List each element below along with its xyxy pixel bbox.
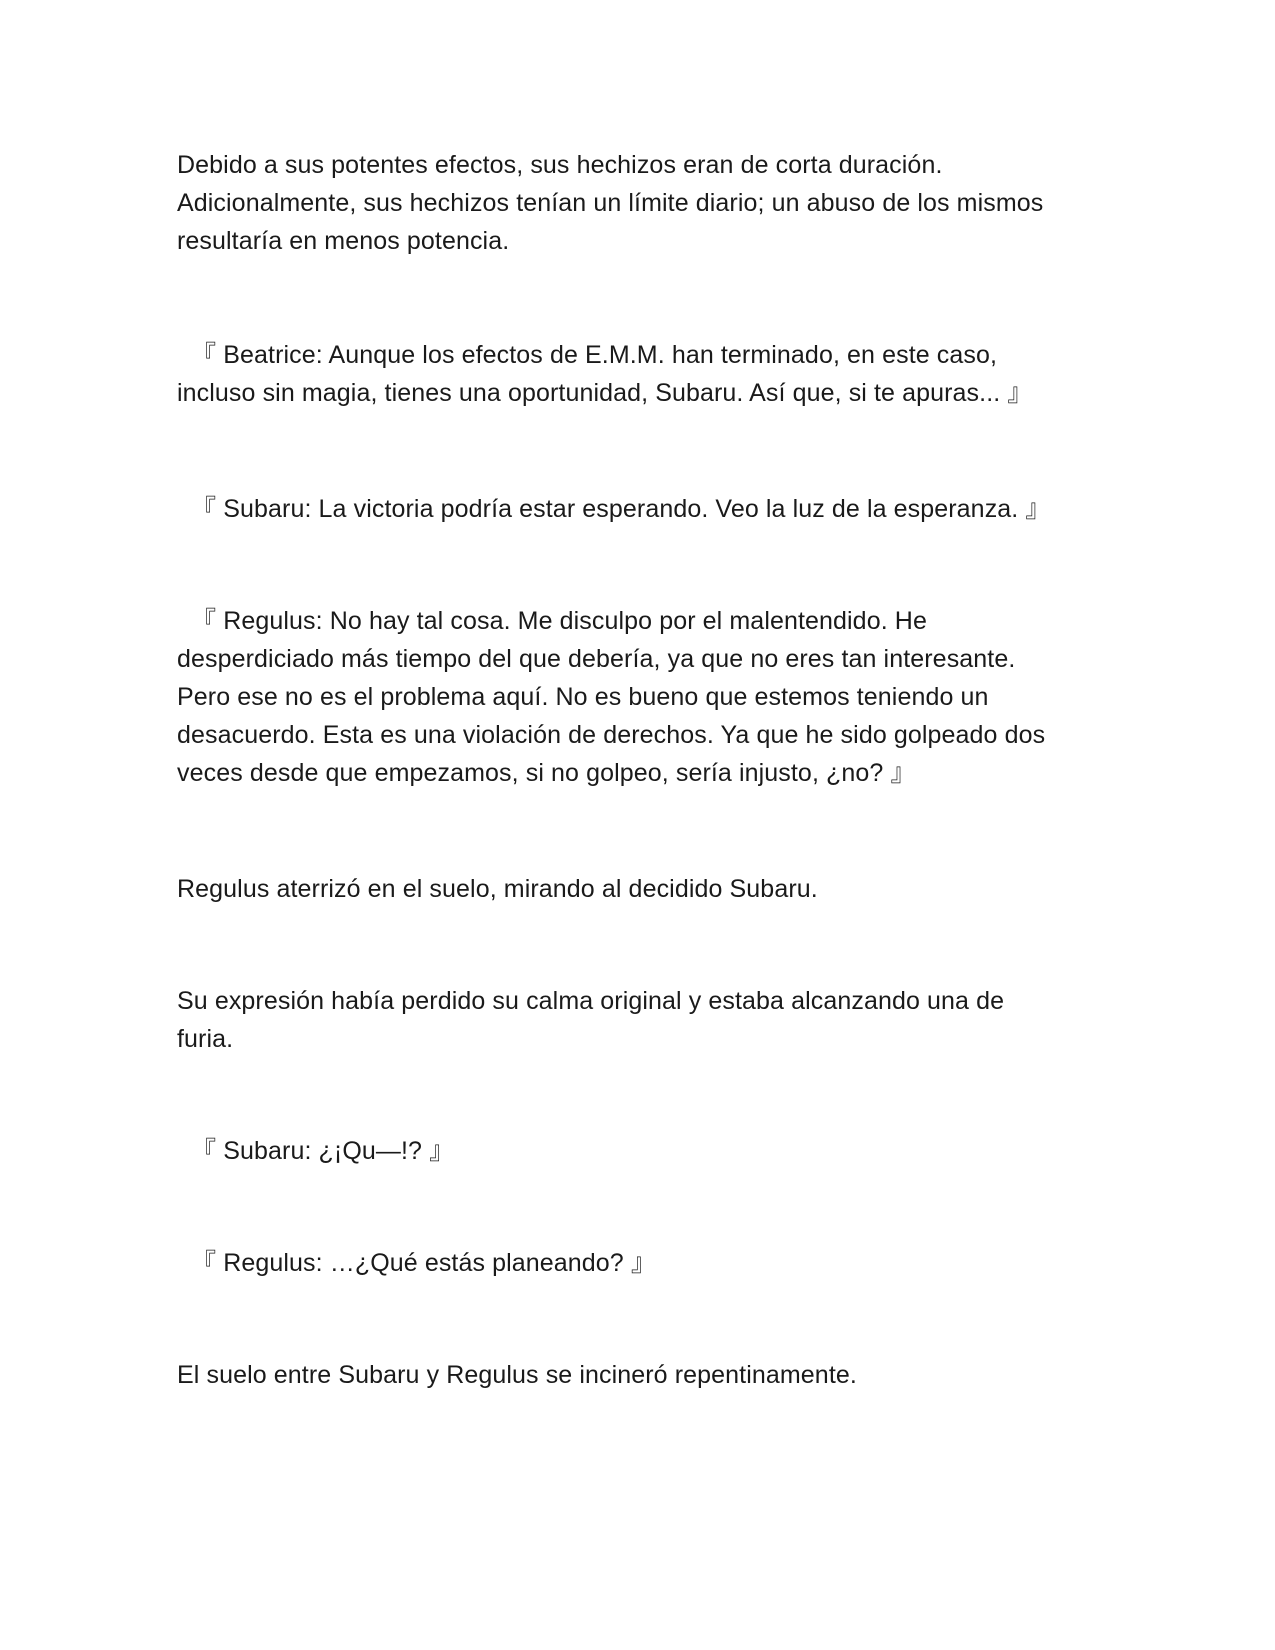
text-line: 『 Regulus: …¿Qué estás planeando? 』	[177, 1249, 656, 1277]
paragraph-dialogue-beatrice	[177, 336, 1107, 412]
text-line: 『 Subaru: ¿¡Qu—!? 』	[177, 1137, 455, 1165]
text-line: El suelo entre Subaru y Regulus se incineró repentinamente.	[177, 1361, 857, 1389]
paragraph-narration	[177, 982, 1107, 1058]
paragraph-narration	[177, 870, 1107, 908]
paragraph-dialogue-subaru	[177, 490, 1107, 528]
paragraph-dialogue-regulus	[177, 1244, 1107, 1282]
paragraph-narration	[177, 146, 1107, 260]
text-line: desperdiciado más tiempo del que debería, ya que no eres tan interesante.	[177, 645, 1016, 673]
text-line: desacuerdo. Esta es una violación de derechos. Ya que he sido golpeado dos	[177, 721, 1046, 749]
text-line: 『 Subaru: La victoria podría estar esperando. Veo la luz de la esperanza. 』	[177, 495, 1051, 523]
text-line: furia.	[177, 1025, 234, 1053]
text-line: Pero ese no es el problema aquí. No es bueno que estemos teniendo un	[177, 683, 989, 711]
text-line: 『 Beatrice: Aunque los efectos de E.M.M. han terminado, en este caso,	[177, 341, 998, 369]
text-line: veces desde que empezamos, si no golpeo, sería injusto, ¿no? 』	[177, 759, 916, 787]
text-line: Adicionalmente, sus hechizos tenían un límite diario; un abuso de los mismos	[177, 189, 1044, 217]
text-line: incluso sin magia, tienes una oportunidad, Subaru. Así que, si te apuras... 』	[177, 379, 1033, 407]
text-line: resultaría en menos potencia.	[177, 227, 510, 255]
text-line: Regulus aterrizó en el suelo, mirando al decidido Subaru.	[177, 875, 818, 903]
paragraph-dialogue-subaru	[177, 1132, 1107, 1170]
text-line: Debido a sus potentes efectos, sus hechizos eran de corta duración.	[177, 151, 943, 179]
paragraph-narration	[177, 1356, 1107, 1394]
text-line: 『 Regulus: No hay tal cosa. Me disculpo por el malentendido. He	[177, 607, 927, 635]
paragraph-dialogue-regulus	[177, 602, 1107, 792]
text-line: Su expresión había perdido su calma original y estaba alcanzando una de	[177, 987, 1005, 1015]
